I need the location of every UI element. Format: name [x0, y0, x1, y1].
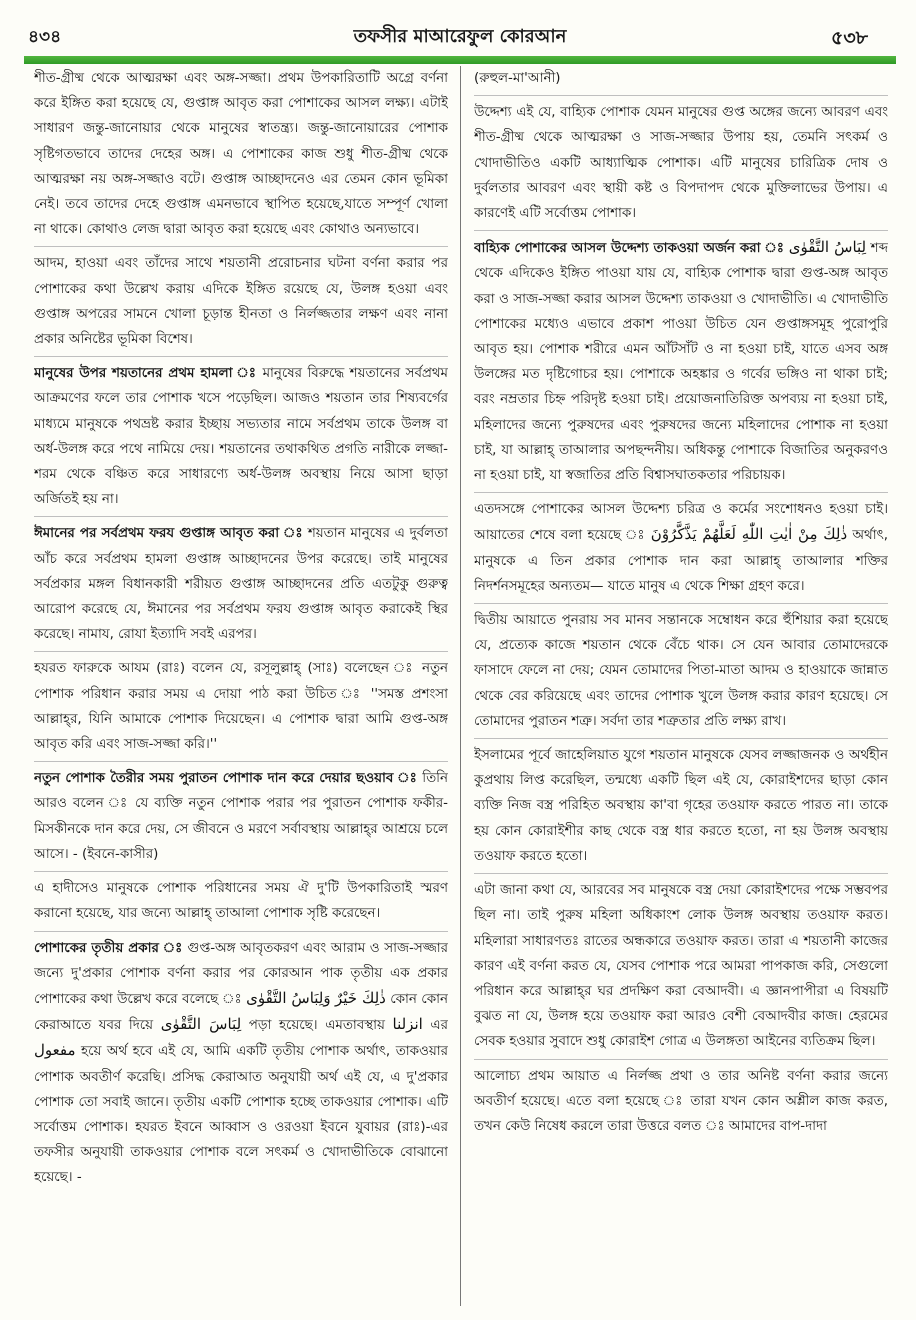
- left-column: [34, 66, 448, 1314]
- arabic-verse: ذٰلِكَ مِنْ اٰيٰتِ اللّٰهِ لَعَلَّهُمْ يَذَّكَّرُوْنَ: [650, 525, 848, 544]
- left-paragraph-4: [34, 521, 448, 652]
- left-paragraph-8: [34, 936, 448, 1195]
- right-column: [474, 66, 888, 1314]
- paragraph-text: এর: [422, 1018, 448, 1034]
- right-paragraph-4: [474, 497, 888, 604]
- left-paragraph-7: এ হাদীসেও মানুষকে পোশাক পরিধানের সময় ঐ দু'টি উপকারিতাই স্মরণ করানো হয়েছে, যার জন্যে আল্লাহ্ তাআলা পোশাক সৃষ্টি করেছেন।: [34, 876, 448, 931]
- right-paragraph-7: এটা জানা কথা যে, আরবের সব মানুষকে বস্ত্র দেয়া কোরাইশদের পক্ষে সম্ভবপর ছিল না। তাই পুরুষ মহিলা অধিকাংশ লোক উলঙ্গ অবস্থায় তওয়াফ করত। মহিলারা সাধারণতঃ রাতের অন্ধকারে তওয়াফ করত। তারা এ শয়তানী কাজের কারণ এই বর্ণনা করত যে, যেসব পোশাক পরে আমরা পাপকাজ করি, সেগুলো পরিধান করে আল্লাহ্‌র ঘর প্রদক্ষিণ করা বেআদবী। এ জ্ঞানপাপীরা এ বিষয়টি বুঝত না যে, উলঙ্গ হয়ে তওয়াফ করা আরও বেশী বেআদবীর কাজ। হেরমের সেবক হওয়ার সুবাদে শুধু কোরাইশ গোত্র এ উলঙ্গতা আইনের ব্যতিক্রম ছিল।: [474, 878, 888, 1059]
- paragraph-text: এতদসঙ্গে পোশাকের আসল উদ্দেশ্য চরিত্র ও কর্মের সংশোধনও হওয়া চাই। আয়াতের শেষে বলা হয়েছে ঃ: [474, 502, 888, 544]
- section-heading: ঈমানের পর সর্বপ্রথম ফরয গুপ্তাঙ্গ আবৃত করা ঃ: [34, 526, 304, 542]
- arabic-verse: ذٰلِكَ خَيْرٌ: [335, 988, 386, 1007]
- paragraph-text: তিনি আরও বলেন ঃ যে ব্যক্তি নতুন পোশাক পরার পর পুরাতন পোশাক ফকীর-মিসকীনকে দান করে দেয়, সে জীবনে ও মরণে সর্বাবস্থায় আল্লাহ্‌র আশ্রয়ে চলে আসে। - (ইবনে-কাসীর): [34, 771, 448, 862]
- paragraph-text: অর্থাৎ, মানুষকে এ তিন প্রকার পোশাক দান করা আল্লাহ্ তাআলার শক্তির নিদর্শনসমূহের অন্যতম— যাতে মানুষ এ থেকে শিক্ষা গ্রহণ করে।: [474, 528, 888, 594]
- right-paragraph-2: উদ্দেশ্য এই যে, বাহ্যিক পোশাক যেমন মানুষের গুপ্ত অঙ্গের জন্যে আবরণ এবং শীত-গ্রীষ্ম থেকে আত্মরক্ষা ও সাজ-সজ্জার উপায় হয়, তেমনি সৎকর্ম ও খোদাভীতিও একটি আধ্যাত্মিক পোশাক। এটি মানুষের চারিত্রিক দোষ ও দুর্বলতার আবরণ এবং স্থায়ী কষ্ট ও বিপদাপদ থেকে মুক্তিলাভের উপায়। এ কারণেই এটি সর্বোত্তম পোশাক।: [474, 100, 888, 231]
- arabic-verse: لِبَاسُ التَّقْوٰى: [788, 238, 867, 257]
- left-paragraph-5: হযরত ফারুকে আযম (রাঃ) বলেন যে, রসূলুল্লাহ্ (সাঃ) বলেছেন ঃ নতুন পোশাক পরিধান করার সময় এ দোয়া পাঠ করা উচিত ঃ ''সমস্ত প্রশংসা আল্লাহ্‌র, যিনি আমাকে পোশাক দিয়েছেন। এ পোশাক দ্বারা আমি গুপ্ত-অঙ্গ আবৃত করি এবং সাজ-সজ্জা করি।'': [34, 656, 448, 762]
- paragraph-text: মানুষের বিরুদ্ধে শয়তানের সর্বপ্রথম আক্রমণের ফলে তার পোশাক খসে পড়েছিল। আজও শয়তান তার শিষ্যবর্গের মাধ্যমে মানুষকে পথভ্রষ্ট করার ইচ্ছায় সভ্যতার নামে সর্বপ্রথম তাকে উলঙ্গ বা অর্ধ-উলঙ্গ করে পথে নামিয়ে দেয়। শয়তানের তথাকথিত প্রগতি নারীকে লজ্জা-শরম থেকে বঞ্চিত করে সাধারণ্যে অর্ধ-উলঙ্গ অবস্থায় নিয়ে আসা ছাড়া অর্জিতই হয় না।: [34, 366, 448, 508]
- right-paragraph-3: [474, 235, 888, 493]
- header-rule: [24, 56, 896, 64]
- column-divider: [460, 66, 461, 1306]
- paragraph-text: কোন কোন কেরাআতে যবর দিয়ে: [34, 991, 448, 1034]
- right-paragraph-5: দ্বিতীয় আয়াতে পুনরায় সব মানব সন্তানকে সম্বোধন করে হুঁশিয়ার করা হয়েছে যে, প্রত্যেক কাজে শয়তান থেকে বেঁচে থাক। সে যেন আবার তোমাদেরকে ফাসাদে ফেলে না দেয়; যেমন তোমাদের পিতা-মাতা আদম ও হাওয়াকে জান্নাত থেকে বের করিয়েছে এবং তাদের পোশাক খুলে উলঙ্গ করার কারণ হয়েছে। সে তোমাদের পুরাতন শত্রু। সর্বদা তার শত্রুতার প্রতি লক্ষ্য রাখ।: [474, 608, 888, 739]
- right-paragraph-1: (রুহুল-মা'আনী): [474, 66, 888, 96]
- paragraph-text: পড়া হয়েছে। এমতাবস্থায়: [241, 1018, 393, 1034]
- paragraph-text: হয়ে অর্থ হবে এই যে, আমি একটি তৃতীয় পোশাক অর্থাৎ, তাকওয়ার পোশাক অবতীর্ণ করেছি। প্রসিদ্ধ কেরাআত অনুযায়ী অর্থ এই যে, এ দু'প্রকার পোশাক তো সবাই জানে। তৃতীয় একটি পোশাক হচ্ছে তাকওয়ার পোশাক। এটি সর্বোত্তম পোশাক। হযরত ইবনে আব্বাস ও ওরওয়া ইবনে যুবায়র (রাঃ)-এর তফসীর অনুযায়ী তাকওয়ার পোশাক বলে সৎকর্ম ও খোদাভীতিকে বোঝানো হয়েছে। -: [34, 1044, 448, 1186]
- page-number-left: ৪৩৪: [28, 27, 62, 47]
- section-heading: বাহ্যিক পোশাকের আসল উদ্দেশ্য তাকওয়া অর্জন করা ঃ: [474, 241, 785, 257]
- arabic-word: مفعول: [34, 1041, 76, 1060]
- page-header: [24, 18, 896, 58]
- section-heading: মানুষের উপর শয়তানের প্রথম হামলা ঃ: [34, 366, 258, 382]
- arabic-verse: وَلِبَاسُ التَّقْوٰى: [246, 988, 331, 1007]
- arabic-verse: لِبَاسَ التَّقْوٰى: [160, 1015, 242, 1034]
- left-paragraph-6: [34, 766, 448, 872]
- section-heading: পোশাকের তৃতীয় প্রকার ঃ: [34, 940, 183, 956]
- left-paragraph-1: শীত-গ্রীষ্ম থেকে আত্মরক্ষা এবং অঙ্গ-সজ্জা। প্রথম উপকারিতাটি অগ্রে বর্ণনা করে ইঙ্গিত করা হয়েছে যে, গুপ্তাঙ্গ আবৃত করা পোশাকের আসল লক্ষ্য। এটাই সাধারণ জন্তু-জানোয়ার থেকে মানুষের স্বাতন্ত্র্য। জন্তু-জানোয়ারের পোশাক সৃষ্টিগতভাবে তাদের দেহের অঙ্গ। এ পোশাকের কাজ শুধু শীত-গ্রীষ্ম থেকে আত্মরক্ষা নয় অঙ্গ-সজ্জাও বটে। গুপ্তাঙ্গ আচ্ছাদনেও এর তেমন কোন ভূমিকা নেই। তবে তাদের দেহে গুপ্তাঙ্গ এমনভাবে স্থাপিত হয়েছে,যাতে সম্পূর্ণ খোলা না থাকে। কোথাও লেজ দ্বারা আবৃত করা হয়েছে এবং কোথাও অন্যভাবে।: [34, 66, 448, 247]
- section-heading: নতুন পোশাক তৈরীর সময় পুরাতন পোশাক দান করে দেয়ার ছওয়াব ঃ: [34, 771, 418, 787]
- paragraph-text: শয়তান মানুষের এ দুর্বলতা আঁচ করে সর্বপ্রথম হামলা গুপ্তাঙ্গ আচ্ছাদনের উপর করেছে। তাই মানুষের সর্বপ্রকার মঙ্গল বিধানকারী শরীয়ত গুপ্তাঙ্গ আচ্ছাদনের প্রতি এতটুকু গুরুত্ব আরোপ করেছে যে, ঈমানের পর সর্বপ্রথম ফরয গুপ্তাঙ্গ আবৃত করাকেই স্থির করেছে। নামায, রোযা ইত্যাদি সবই এরপর।: [34, 526, 448, 643]
- paragraph-text: গুপ্ত-অঙ্গ আবৃতকরণ এবং আরাম ও সাজ-সজ্জার জন্যে দু'প্রকার পোশাক বর্ণনা করার পর কোরআন পাক তৃতীয় এক প্রকার পোশাকের কথা উল্লেখ করে বলেছে ঃ: [34, 940, 448, 1007]
- right-paragraph-6: ইসলামের পূর্বে জাহেলিয়াত যুগে শয়তান মানুষকে যেসব লজ্জাজনক ও অর্থহীন কুপ্রথায় লিপ্ত করেছিল, তন্মধ্যে একটি ছিল এই যে, কোরাইশদের ছাড়া কোন ব্যক্তি নিজ বস্ত্র পরিহিত অবস্থায় কা'বা গৃহের তওয়াফ করতে পারত না। তাকে হয় কোন কোরাইশীর কাছ থেকে বস্ত্র ধার করতে হতো, না হয় উলঙ্গ অবস্থায় তওয়াফ করতে হতো।: [474, 743, 888, 874]
- page-number-right: ৫৩৮: [830, 27, 868, 49]
- right-paragraph-8: আলোচ্য প্রথম আয়াত এ নির্লজ্জ প্রথা ও তার অনিষ্ট বর্ণনা করার জন্যে অবতীর্ণ হয়েছে। এতে বলা হয়েছে ঃ তারা যখন কোন অশ্লীল কাজ করত, তখন কেউ নিষেধ করলে তারা উত্তরে বলত ঃ আমাদের বাপ-দাদা: [474, 1068, 888, 1134]
- left-paragraph-2: আদম, হাওয়া এবং তাঁদের সাথে শয়তানী প্ররোচনার ঘটনা বর্ণনা করার পর পোশাকের কথা উল্লেখ করায় এদিকে ইঙ্গিত রয়েছে যে, উলঙ্গ হওয়া এবং গুপ্তাঙ্গ অপরের সামনে খোলা চূড়ান্ত হীনতা ও নির্লজ্জতার লক্ষণ এবং নানা প্রকার অনিষ্টের ভূমিকা বিশেষ।: [34, 251, 448, 357]
- left-paragraph-3: [34, 361, 448, 517]
- arabic-word: انزلنا: [392, 1015, 423, 1034]
- book-title: তফসীর মাআরেফুল কোরআন: [353, 26, 567, 47]
- paragraph-text: শব্দ থেকে এদিকেও ইঙ্গিত পাওয়া যায় যে, বাহ্যিক পোশাক দ্বারা গুপ্ত-অঙ্গ আবৃত করা ও সাজ-সজ্জা করার আসল উদ্দেশ্য তাকওয়া ও খোদাভীতি। এ খোদাভীতি পোশাকের মধ্যেও এভাবে প্রকাশ পাওয়া উচিত যেন গুপ্তাঙ্গসমূহ পুরোপুরি আবৃত হয়। পোশাক শরীরে এমন আঁটসাঁট ও না হওয়া চাই, যাতে এসব অঙ্গ উলঙ্গের মত দৃষ্টিগোচর হয়। পোশাকে অহঙ্কার ও গর্বের ভঙ্গিও না থাকা চাই; বরং নম্রতার চিহ্ন পরিদৃষ্ট হওয়া চাই। প্রয়োজনাতিরিক্ত অপব্যয় না হওয়া চাই, মহিলাদের জন্যে পুরুষদের এবং পুরুষদের জন্যে মহিলাদের পোশাক না হওয়া চাই, যা আল্লাহ্ তাআলার অপছন্দনীয়। অধিকন্তু পোশাকে বিজাতির অনুকরণও না হওয়া চাই, যা স্বজাতির প্রতি বিশ্বাসঘাতকতার পরিচায়ক।: [474, 241, 888, 484]
